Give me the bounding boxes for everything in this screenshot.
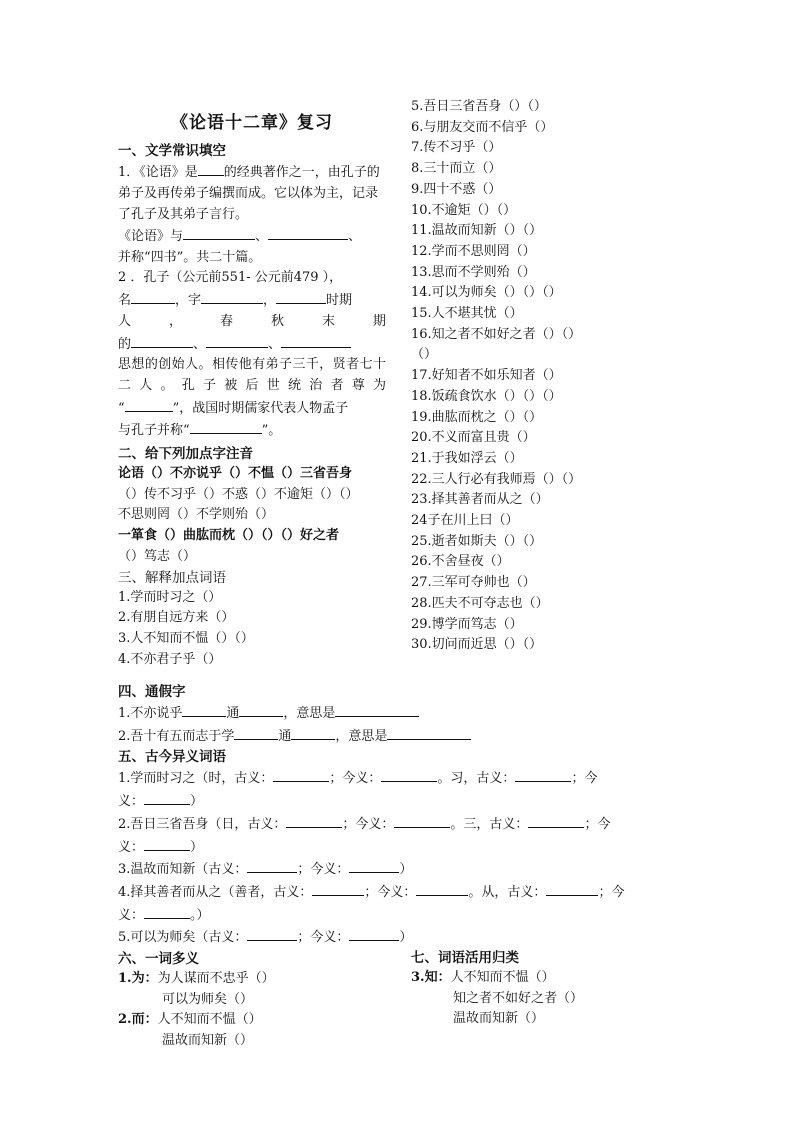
s3-item: 25.逝者如斯夫（）（）	[411, 533, 543, 549]
s3-item: 21.于我如浮云（）	[411, 450, 523, 466]
t: 1.为：	[118, 971, 158, 987]
t: 2.吾十有五而志于学	[118, 728, 235, 744]
section-2-heading: 二、给下列加点字注音	[118, 446, 253, 463]
t: 。三，古义：	[450, 816, 529, 832]
blank[interactable]	[394, 813, 450, 828]
t: 通	[226, 706, 240, 721]
s1-line-identity	[118, 333, 386, 356]
s4-line-1	[118, 702, 682, 725]
blank[interactable]	[312, 881, 364, 896]
blank[interactable]	[349, 926, 399, 941]
t: ；今义：	[297, 930, 350, 946]
s2-line: 不思则罔（）不学则殆（）	[118, 507, 275, 523]
s1-p2c: 、	[348, 229, 362, 244]
blank[interactable]	[183, 225, 255, 240]
s1-era-label: 时期	[326, 293, 353, 309]
right-column	[411, 97, 681, 656]
page-title: 《论语十二章》复习	[171, 113, 333, 133]
t: 春	[219, 313, 233, 329]
blank[interactable]	[144, 904, 190, 919]
s6-block	[118, 969, 398, 1052]
t: 的	[118, 336, 132, 352]
t: ，	[168, 313, 182, 329]
t: 。）	[190, 907, 210, 923]
t: ）	[190, 839, 204, 855]
s3-item: 29.博学而笃志（）	[411, 616, 523, 632]
s3-item: 16.知之者不如好之者（）（）	[411, 326, 582, 342]
blank[interactable]	[273, 767, 329, 782]
t: 人	[118, 313, 132, 329]
s5-line-1b	[118, 790, 682, 813]
s3-item: 14.可以为师矣（）（）（）	[411, 285, 562, 301]
blank[interactable]	[276, 289, 326, 304]
s6-w1	[118, 969, 398, 990]
left-column	[118, 102, 386, 670]
s5-line-5	[118, 926, 682, 949]
s1-paragraph-1	[118, 161, 386, 225]
s1-line-disciples: 思想的创始人。相传他有弟子三千，贤者七十二人。孔子被后世统治者尊为	[118, 357, 386, 393]
s1-line-mencius	[118, 419, 386, 442]
s4-line-2	[118, 725, 682, 748]
t: 1.学而时习之（时，古义：	[118, 771, 274, 787]
t: 3.知：	[411, 970, 451, 986]
s2-line: 一箪食（）曲肱而枕（）（）（）好之者	[118, 528, 340, 544]
blank[interactable]	[190, 419, 262, 434]
blank[interactable]	[144, 836, 190, 851]
t: 通	[278, 728, 292, 744]
section-4-heading: 四、通假字	[118, 684, 186, 700]
s7-w3	[411, 968, 681, 989]
s1-name-label: 名	[118, 293, 132, 309]
s6-w2b: 温故而知新（）	[162, 1033, 254, 1049]
s3-item: 5.吾日三省吾身（）（）	[411, 99, 547, 114]
s2-line: （）笃志（）	[118, 548, 197, 564]
s3-item: 19.曲肱而枕之（）（）	[411, 409, 543, 425]
s2-line: 论语（）不亦说乎（）不愠（）三省吾身	[118, 466, 353, 482]
blank[interactable]	[206, 333, 268, 348]
t: 2.而：	[118, 1012, 158, 1028]
blank[interactable]	[528, 813, 584, 828]
s1-p2b: 、	[255, 229, 269, 244]
t: 义：	[118, 794, 145, 810]
s3-item: 28.匹夫不可夺志也（）	[411, 595, 549, 611]
t: 秋	[270, 313, 284, 329]
section-6-heading: 六、一词多义	[118, 951, 199, 968]
t: ；今义：	[342, 816, 395, 832]
s3-item: 6.与朋友交而不信乎（）	[411, 119, 554, 135]
s1-p1a: 1．《论语》是	[118, 165, 198, 180]
t: ；今义：	[329, 771, 382, 787]
s1-p1c: 体为主，记录了孔子及其弟子言行。	[118, 186, 379, 222]
t: 义：	[118, 907, 145, 923]
s3-item: 3.人不知而不愠（）（）	[118, 630, 254, 646]
blank[interactable]	[131, 289, 175, 304]
s3-item: 20.不义而富且贵（）	[411, 430, 536, 446]
t: 2.吾日三省吾身（日，古义：	[118, 816, 287, 832]
t: ）	[190, 794, 204, 810]
t: 。从，古义：	[468, 884, 547, 900]
t: ；今义：	[297, 862, 350, 878]
s3-item: 26.不舍昼夜（）	[411, 554, 510, 570]
t: ”，战国时期儒家代表人物孟子	[172, 400, 349, 416]
s1-zi-label: ，字	[175, 293, 202, 309]
t: 、	[193, 336, 207, 352]
blank[interactable]	[416, 881, 468, 896]
s3-item: 22.三人行必有我师焉（）（）	[411, 471, 582, 487]
t: ，意思是	[283, 706, 336, 721]
t: ；今	[598, 884, 625, 900]
s7-block	[411, 948, 681, 1030]
s3-item: 30.切问而近思（）（）	[411, 637, 543, 653]
blank[interactable]	[381, 767, 437, 782]
s3-item: 9.四十不惑（）	[411, 181, 502, 197]
t: 人不知而不愠（）	[157, 1012, 262, 1028]
s3-item: 24子在川上曰（）	[411, 513, 519, 529]
t: 期	[372, 313, 386, 329]
blank[interactable]	[281, 333, 351, 348]
s1-line-four-books	[118, 225, 386, 248]
t: 为人谋而不忠乎（）	[157, 971, 275, 987]
s3-item: 27.三军可夺帅也（）	[411, 575, 536, 591]
blank[interactable]	[515, 767, 571, 782]
t: 。习，古义：	[437, 771, 516, 787]
s5-line-1	[118, 767, 682, 790]
s3-item: 10.不逾矩（）（）	[411, 202, 517, 218]
s1-line-four-books-end: 并称“四书”。共二十篇。	[118, 249, 262, 265]
blank[interactable]	[247, 858, 297, 873]
section-7-heading: 七、词语活用归类	[411, 950, 519, 967]
t: 1.不亦说乎	[118, 706, 183, 721]
s6-w1b: 可以为师矣（）	[162, 991, 254, 1007]
blank[interactable]	[201, 289, 263, 304]
t: 与孔子并称“	[118, 423, 190, 439]
t: 4.择其善者而从之（善者，古义：	[118, 884, 313, 900]
s2-line: （）传不习乎（）不惑（）不逾矩（）（）	[118, 486, 359, 502]
s1-p1b: 的经典著作之一，由孔子的弟子及再传弟子编撰而成。它以	[118, 165, 380, 201]
s1-line-title	[118, 397, 386, 420]
s3-item: 7.传不习乎（）	[411, 140, 502, 156]
s5-line-2	[118, 813, 682, 836]
s3-item: 4.不亦君子乎（）	[118, 651, 222, 667]
t: 义：	[118, 839, 145, 855]
blank[interactable]	[335, 702, 419, 717]
s5-line-3	[118, 858, 682, 881]
blank[interactable]	[144, 790, 190, 805]
blank[interactable]	[131, 333, 193, 348]
t: ；今	[571, 771, 598, 787]
blank[interactable]	[291, 725, 335, 740]
blank[interactable]	[387, 725, 471, 740]
blank[interactable]	[182, 702, 226, 717]
blank[interactable]	[125, 397, 173, 412]
section-3-heading: 三、解释加点词语	[118, 569, 226, 586]
s3-item: 12.学而不思则罔（）	[411, 243, 536, 259]
blank[interactable]	[546, 881, 598, 896]
t: ；今	[584, 816, 611, 832]
blank[interactable]	[234, 725, 278, 740]
s6-w2	[118, 1010, 398, 1031]
t: ，意思是	[335, 728, 388, 744]
blank[interactable]	[239, 702, 283, 717]
s3-item: 1.学而时习之（）	[118, 589, 222, 605]
s3-item: （）	[411, 347, 438, 363]
s1-line-name: 名 ，字 ， 时期	[118, 289, 386, 312]
s1-p2a: 《论语》与	[118, 229, 184, 244]
blank[interactable]	[286, 813, 342, 828]
s3-item: 8.三十而立（）	[411, 161, 502, 177]
s3-item: 17.好知者不如乐知者（）	[411, 368, 562, 384]
t: ”。	[261, 423, 282, 439]
blank[interactable]	[268, 225, 348, 240]
t: 人不知而不愠（）	[450, 970, 555, 986]
s5-line-4b	[118, 904, 682, 927]
s7-w3b: 知之者不如好之者（）	[453, 990, 584, 1006]
section-1-heading: 一、文学常识填空	[118, 143, 226, 159]
t: 末	[321, 313, 335, 329]
t: 、	[268, 336, 282, 352]
blank[interactable]	[247, 926, 297, 941]
s5-line-4	[118, 881, 682, 904]
t: “	[118, 400, 125, 416]
s3-item: 18.饭疏食饮水（）（）（）	[411, 388, 562, 404]
blank[interactable]	[198, 161, 224, 176]
s1-line-spring-autumn	[118, 312, 386, 333]
blank[interactable]	[349, 858, 399, 873]
s3-item: 2.有朋自远方来（）	[118, 610, 235, 626]
t: ）	[399, 930, 413, 946]
s3-item: 23.择其善者而从之（）	[411, 492, 549, 508]
t: 5.可以为师矣（古义：	[118, 930, 248, 946]
t: ；今义：	[364, 884, 417, 900]
s3-item: 13.思而不学则殆（）	[411, 264, 536, 280]
s3-item: 15.人不堪其忧（）	[411, 306, 523, 322]
section-5-heading: 五、古今异义词语	[118, 749, 226, 766]
s5-line-2b	[118, 836, 682, 859]
s1-line-confucius: 2 ．孔子（公元前551- 公元前479 ），	[118, 270, 343, 286]
s3-item: 11.温故而知新（）（）	[411, 223, 543, 239]
s7-w3c: 温故而知新（）	[453, 1011, 545, 1027]
bottom-sections	[118, 682, 682, 1059]
t: ）	[399, 862, 413, 878]
t: 3.温故而知新（古义：	[118, 862, 248, 878]
